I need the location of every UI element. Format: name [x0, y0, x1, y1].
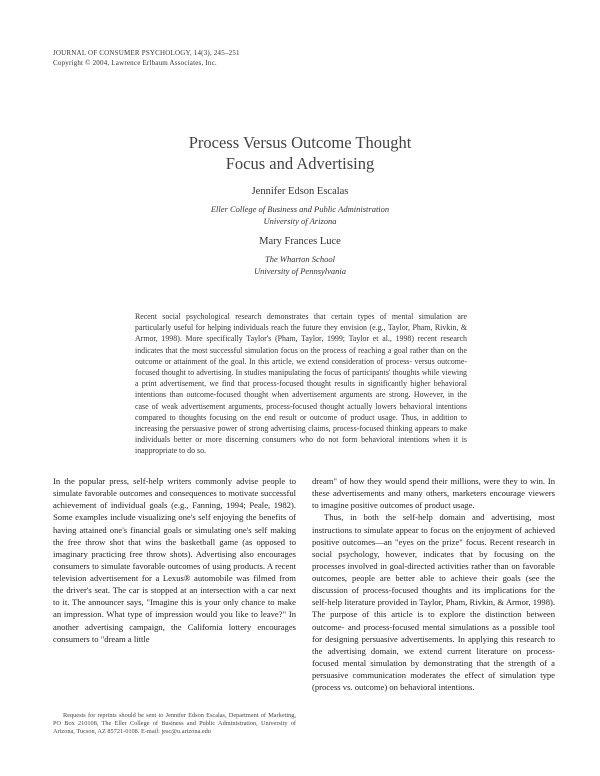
title-line-1: Process Versus Outcome Thought	[188, 133, 412, 152]
journal-header	[53, 48, 240, 68]
affiliation-line: University of Pennsylvania	[253, 266, 347, 276]
author-name: Jennifer Edson Escalas	[251, 186, 349, 197]
abstract: Recent social psychological research demonstrates that certain types of mental simulation are particularly useful for helping individuals reach the future they envision (e.g., Taylor, Pham, Rivkin, & Armor, 1998). More specifically Taylor's (Pham, Taylor, 1999; Taylor et al., 1998) recent research indicates that the most successful simulation focus on the process of reaching a goal rather than on the outcome or attainment of the goal. In this article, we extend consideration of process- versus outcome-focused thought to advertising. In studies manipulating the focus of participants' thoughts while viewing a print advertisement, we find that process-focused thought results in significantly higher behavioral intentions than outcome-focused thought when advertisement arguments are strong. However, in the case of weak advertisement arguments, process-focused thought actually lowers behavioral intentions compared to thoughts focusing on the end result or outcome of product usage. Thus, in addition to increasing the persuasive power of strong advertising claims, process-focused thinking appears to make individuals better or more discerning consumers who do not form behavioral intentions when it is inappropriate to do so.	[135, 312, 467, 456]
body-paragraph: Thus, in both the self-help domain and advertising, most instructions to simulate appear to focus on the enjoyment of achieved positive outcomes—an "eyes on the prize" focus. Recent research in social psychology, however, indicates that by focusing on the processes involved in goal-directed activities rather than on favorable outcomes, people are better able to achieve their goals (see the discussion of process-focused thoughts and its implications for the self-help literature provided in Taylor, Pham, Rivkin, & Armor, 1998). The purpose of this article is to explore the distinction between outcome- and process-focused mental simulations as a possible tool for designing persuasive advertisements. In applying this research to the advertising domain, we extend current literature on process-focused mental simulation by demonstrating that the strength of a persuasive communication moderates the effect of simulation type (process vs. outcome) on behavioral intentions.	[312, 512, 555, 693]
author-affiliation	[0, 253, 600, 277]
body-paragraph: In the popular press, self-help writers commonly advise people to simulate favorable outcomes and consequences to motivate successful achievement of individual goals (e.g., Fanning, 1994; Peale, 1982). Some examples include visualizing one's self enjoying the benefits of having attained one's financial goals or simulating one's self making the free throw shot that wins the basketball game (as opposed to imaginary practicing free throw shots). Advertising also encourages consumers to simulate favorable outcomes of using products. A recent television advertisement for a Lexus® automobile was filmed from the driver's seat. The car is stopped at an intersection with a car next to it. The announcer says, "Imagine this is your only chance to make an impression. What type of impression would you like to leave?" In another advertising campaign, the California lottery encourages consumers to "dream a little	[53, 476, 296, 644]
author-affiliation	[0, 203, 600, 227]
body-paragraph: dream" of how they would spend their millions, were they to win. In these advertisements and many others, marketers encourage viewers to imagine positive outcomes of product usage.	[312, 476, 555, 511]
title-line-2: Focus and Advertising	[225, 154, 375, 173]
affiliation-line: Eller College of Business and Public Administration	[210, 204, 390, 214]
copyright-notice: Copyright © 2004, Lawrence Erlbaum Associates, Inc.	[53, 59, 217, 67]
article-title	[0, 132, 600, 174]
affiliation-line: University of Arizona	[263, 216, 337, 226]
correspondence-footnote	[53, 712, 296, 737]
journal-citation: JOURNAL OF CONSUMER PSYCHOLOGY, 14(3), 245–251	[53, 49, 240, 57]
author-name: Mary Frances Luce	[259, 236, 341, 247]
body-column-left	[53, 475, 296, 645]
footnote-text: Requests for reprints should be sent to Jennifer Edson Escalas, Department of Marketing, PO Box 210108, The Eller College of Business and Public Administration, University of Arizona, Tucson, AZ 85721-0108. E-mail: jesc@u.arizona.edu	[53, 712, 296, 736]
affiliation-line: The Wharton School	[265, 254, 335, 264]
body-column-right	[312, 475, 555, 693]
